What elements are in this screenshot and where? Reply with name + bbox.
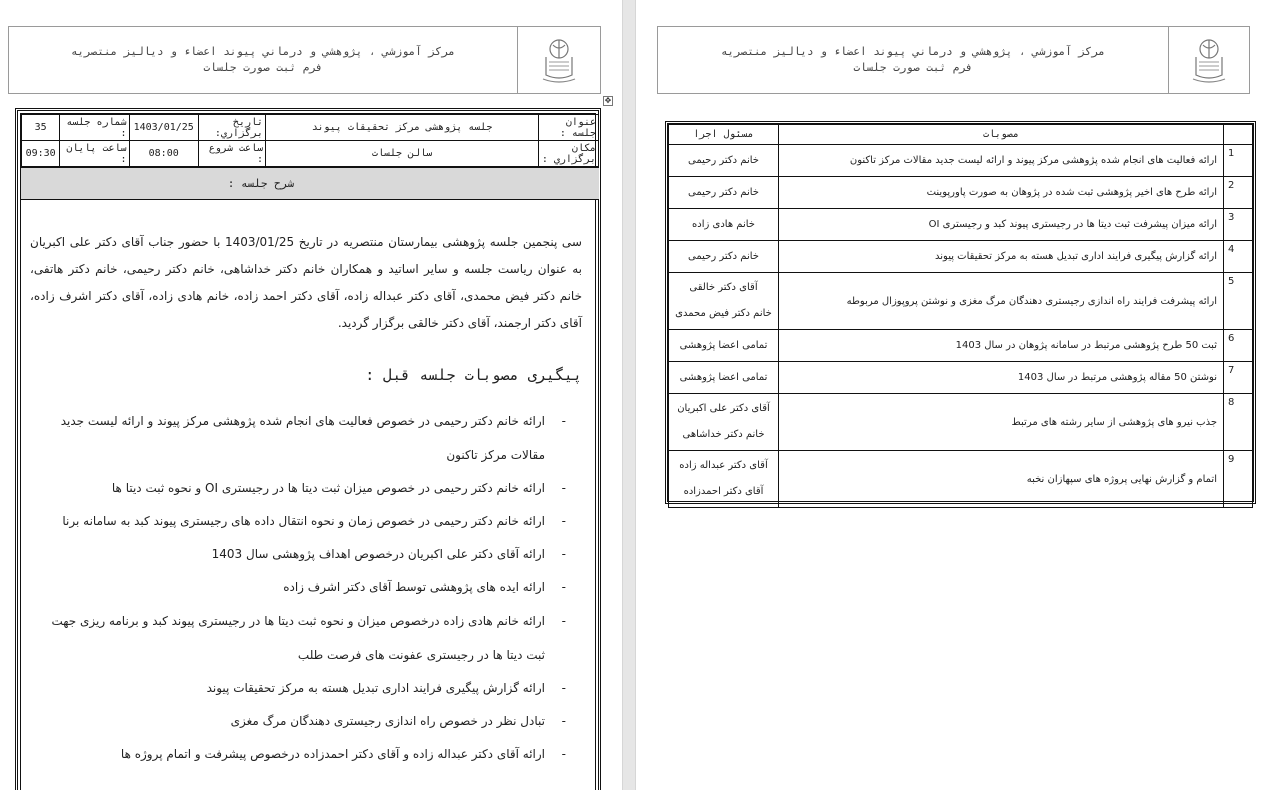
meeting-end: 09:30 bbox=[22, 141, 60, 167]
resolutions-page bbox=[637, 0, 1266, 790]
resolution-text: اتمام و گزارش نهایی پروژه های سپهازان نخبه bbox=[779, 451, 1224, 508]
responsible-person: تمامی اعضا پژوهشی bbox=[679, 371, 768, 383]
table-row bbox=[669, 177, 1253, 209]
resolution-text: ارائه گزارش پیگیری فرایند اداری تبدیل هسته به مرکز تحقیقات پیوند bbox=[779, 241, 1224, 273]
table-move-handle-icon[interactable]: ✥ bbox=[604, 96, 612, 105]
row-number: 7 bbox=[1224, 362, 1253, 394]
col-responsible-header: مسئول اجرا bbox=[669, 125, 779, 145]
table-row bbox=[669, 362, 1253, 394]
responsible-person: خانم دکتر فیض محمدی bbox=[675, 308, 772, 319]
header-text bbox=[9, 27, 518, 93]
responsible-cell bbox=[669, 273, 779, 330]
page-header bbox=[657, 26, 1250, 94]
responsible-person: آقای دکتر علی اکبریان bbox=[677, 403, 770, 414]
responsible-person: خانم دکتر رحیمی bbox=[688, 250, 759, 262]
meeting-number: 35 bbox=[22, 115, 60, 141]
header-text bbox=[658, 27, 1169, 93]
resolution-text: ارائه فعالیت های انجام شده پژوهشی مرکز پیوند و ارائه لیست جدید مقالات مرکز تاکنون bbox=[779, 145, 1224, 177]
meeting-info-table bbox=[21, 114, 599, 167]
responsible-cell bbox=[669, 394, 779, 451]
list-item: - ارائه گزارش پیگیری فرایند اداری تبدیل هسته به مرکز تحقیقات پیوند bbox=[30, 672, 582, 705]
header-line-2: فرم ثبت صورت جلسات bbox=[203, 61, 323, 74]
col-number-header bbox=[1224, 125, 1253, 145]
university-emblem-icon bbox=[1169, 27, 1249, 93]
meeting-date: 1403/01/25 bbox=[129, 115, 198, 141]
resolution-text: ثبت 50 طرح پژوهشی مرتبط در سامانه پژوهان در سال 1403 bbox=[779, 330, 1224, 362]
row-number: 2 bbox=[1224, 177, 1253, 209]
responsible-person: آقای دکتر احمدزاده bbox=[683, 486, 764, 497]
table-row bbox=[669, 145, 1253, 177]
meeting-location: سالن جلسات bbox=[266, 141, 539, 167]
responsible-person: خانم دکتر رحیمی bbox=[688, 186, 759, 198]
list-item: - تبادل نظر در خصوص راه اندازی رجیستری دهندگان مرگ مغزی bbox=[30, 705, 582, 738]
meeting-number-label: شماره جلسه : bbox=[60, 115, 129, 141]
row-number: 8 bbox=[1224, 394, 1253, 451]
row-number: 9 bbox=[1224, 451, 1253, 508]
meeting-start: 08:00 bbox=[129, 141, 198, 167]
minutes-page bbox=[0, 0, 622, 790]
list-item: - ارائه آقای دکتر عبداله زاده و آقای دکتر احمدزاده درخصوص پیشرفت و اتمام پروژه ها bbox=[30, 738, 582, 771]
agenda-heading: شرح جلسه : bbox=[21, 167, 599, 200]
resolution-text: ارائه پیشرفت فرایند راه اندازی رجیستری دهندگان مرگ مغزی و نوشتن پروپوزال مربوطه bbox=[779, 273, 1224, 330]
resolution-text: نوشتن 50 مقاله پژوهشی مرتبط در سال 1403 bbox=[779, 362, 1224, 394]
list-item: - ارائه خانم دکتر رحیمی در خصوص میزان ثبت دیتا ها در رجیستری OI و نحوه ثبت دیتا ها bbox=[30, 472, 582, 505]
page-gap bbox=[622, 0, 636, 790]
header-line-1: مرکز آموزشي ، پژوهشي و درماني پيوند اعضاء و دياليز منتصريه bbox=[70, 45, 456, 58]
responsible-person: تمامی اعضا پژوهشی bbox=[679, 339, 768, 351]
meeting-title: جلسه پژوهشی مرکز تحقیقات پیوند bbox=[266, 115, 539, 141]
responsible-cell bbox=[669, 177, 779, 209]
university-emblem-icon bbox=[518, 27, 600, 93]
responsible-cell bbox=[669, 145, 779, 177]
responsible-person: آقای دکتر عبداله زاده bbox=[679, 460, 768, 471]
responsible-person: خانم هادی زاده bbox=[692, 218, 755, 230]
resolutions-table bbox=[668, 124, 1253, 508]
page-header bbox=[8, 26, 601, 94]
table-row bbox=[669, 209, 1253, 241]
minutes-frame bbox=[15, 108, 601, 790]
resolution-text: جذب نیرو های پژوهشی از سایر رشته های مرتبط bbox=[779, 394, 1224, 451]
list-item: - ارائه خانم دکتر رحیمی در خصوص فعالیت های انجام شده پژوهشی مرکز پیوند و ارائه لیست جدید مقالات مرکز تاکنون bbox=[30, 404, 582, 472]
list-item: - ارائه ایده های پژوهشی توسط آقای دکتر اشرف زاده bbox=[30, 571, 582, 604]
responsible-cell bbox=[669, 241, 779, 273]
responsible-cell bbox=[669, 330, 779, 362]
table-row bbox=[669, 241, 1253, 273]
list-item: - ارائه خانم هادی زاده درخصوص میزان و نحوه ثبت دیتا ها در رجیستری پیوند کبد و برنامه ریزی جهت ثبت دیتا ها در رجیستری عفونت های فرصت طلب bbox=[30, 604, 582, 672]
table-row bbox=[669, 394, 1253, 451]
meeting-location-label: مكان برگزاري : bbox=[539, 141, 599, 167]
followup-heading: پیگیری مصوبات جلسه قبل : bbox=[365, 366, 582, 384]
meeting-start-label: ساعت شروع : bbox=[198, 141, 265, 167]
table-row bbox=[669, 330, 1253, 362]
responsible-person: خانم دکتر رحیمی bbox=[688, 154, 759, 166]
table-row bbox=[669, 451, 1253, 508]
meeting-title-label: عنوان جلسه : bbox=[539, 115, 599, 141]
header-line-1: مرکز آموزشي ، پژوهشي و درماني پيوند اعضاء و دياليز منتصريه bbox=[720, 45, 1106, 58]
header-line-2: فرم ثبت صورت جلسات bbox=[853, 61, 973, 74]
responsible-cell bbox=[669, 451, 779, 508]
row-number: 1 bbox=[1224, 145, 1253, 177]
row-number: 3 bbox=[1224, 209, 1253, 241]
list-item: - ارائه آقای دکتر علی اکبریان درخصوص اهداف پژوهشی سال 1403 bbox=[30, 538, 582, 571]
followup-list bbox=[30, 404, 582, 771]
resolutions-table-frame bbox=[665, 121, 1256, 504]
responsible-person: خانم دکتر خداشاهی bbox=[682, 429, 765, 440]
responsible-cell bbox=[669, 209, 779, 241]
list-item: - ارائه خانم دکتر رحیمی در خصوص زمان و نحوه انتقال داده های رجیستری پیوند کبد به سامانه برنا bbox=[30, 505, 582, 538]
col-resolutions-header: مصوبات bbox=[779, 125, 1224, 145]
resolution-text: ارائه طرح های اخیر پژوهشی ثبت شده در پژوهان به صورت پاورپوینت bbox=[779, 177, 1224, 209]
meeting-intro-paragraph: سی پنجمین جلسه پژوهشی بیمارستان منتصریه در تاریخ 1403/01/25 با حضور جناب آقای دکتر علی اکبریان به عنوان ریاست جلسه و سایر اساتید و همکاران خانم دکتر خداشاهی، خانم دکتر رحیمی، خانم دکتر هاتفی، خانم دکتر فیض محمدی، آقای دکتر عبداله زاده، آقای دکتر احمد زاده، خانم هادی زاده، آقای دکتر اشرف زاده، آقای دکتر ارجمند، آقای دکتر خالقی برگزار گردید. bbox=[30, 235, 582, 330]
meeting-date-label: تاريخ برگزاري: bbox=[198, 115, 265, 141]
row-number: 5 bbox=[1224, 273, 1253, 330]
table-row bbox=[669, 273, 1253, 330]
row-number: 4 bbox=[1224, 241, 1253, 273]
resolution-text: ارائه میزان پیشرفت ثبت دیتا ها در رجیستری پیوند کبد و رجیستری OI bbox=[779, 209, 1224, 241]
row-number: 6 bbox=[1224, 330, 1253, 362]
responsible-cell bbox=[669, 362, 779, 394]
responsible-person: آقای دکتر خالقی bbox=[689, 282, 758, 293]
meeting-end-label: ساعت پايان : bbox=[60, 141, 129, 167]
